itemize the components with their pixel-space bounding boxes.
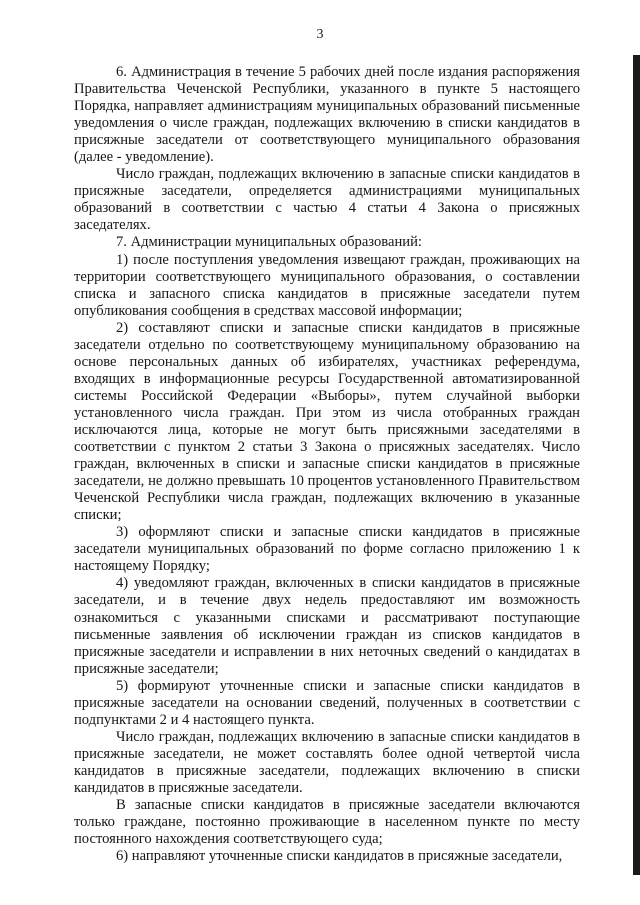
document-body — [74, 64, 580, 865]
paragraph-subitem-4: 4) уведомляют граждан, включенных в списки кандидатов в присяжные заседатели, и в течение двух недель предоставляют им возможность ознакомиться с указанными списками и рассматривают поступающие письменные заявления об исключении граждан из списков кандидатов в присяжные заседатели и исправлении в них неточных сведений о кандидатах в присяжные заседатели; — [74, 575, 580, 677]
paragraph-subitem-1: 1) после поступления уведомления извещают граждан, проживающих на территории соответствующего муниципального образования, о составлении списка и запасного списка кандидатов в присяжные заседатели путем опубликования сообщения в средствах массовой информации; — [74, 251, 580, 319]
paragraph-subitem-6: 6) направляют уточненные списки кандидатов в присяжные заседатели, — [116, 848, 563, 865]
paragraph-item-7-heading: 7. Администрации муниципальных образований: — [116, 234, 422, 251]
paragraph-subitem-5: 5) формируют уточненные списки и запасные списки кандидатов в присяжные заседатели на основании сведений, полученных в соответствии с подпунктами 2 и 4 настоящего пункта. — [74, 677, 580, 728]
paragraph-subitem-2: 2) составляют списки и запасные списки кандидатов в присяжные заседатели отдельно по соответствующему муниципальному образованию на основе персональных данных об избирателях, участниках референдума, входящих в информационные ресурсы Государственной автоматизированной системы Российской Федерации «Выборы», путем случайной выборки установленного числа граждан. При этом из числа отобранных граждан исключаются лица, которые не могут быть присяжными заседателями в соответствии с пунктом 2 статьи 3 Закона о присяжных заседателях. Число граждан, включенных в списки и запасные списки кандидатов в присяжные заседатели, не должно превышать 10 процентов установленного Правительством Чеченской Республики числа граждан, подлежащих включению в указанные списки; — [74, 319, 580, 524]
page-number: 3 — [316, 27, 324, 42]
paragraph-item-6: 6. Администрация в течение 5 рабочих дней после издания распоряжения Правительства Чеченской Республики, указанного в пункте 5 настоящего Порядка, направляет администрациям муниципальных образований письменные уведомления о числе граждан, подлежащих включению в списки кандидатов в присяжные заседатели от соответствующего муниципального образования (далее - уведомление). — [74, 64, 580, 166]
paragraph-reserve-residents: В запасные списки кандидатов в присяжные заседатели включаются только граждане, постоянно проживающие в населенном пункте по месту постоянного нахождения соответствующего суда; — [74, 797, 580, 848]
paragraph-reserve-count: Число граждан, подлежащих включению в запасные списки кандидатов в присяжные заседатели, определяется администрациями муниципальных образований в соответствии с частью 4 статьи 4 Закона о присяжных заседателях. — [74, 166, 580, 234]
scan-edge-shadow — [633, 55, 640, 875]
paragraph-subitem-3: 3) оформляют списки и запасные списки кандидатов в присяжные заседатели муниципальных образований по форме согласно приложению 1 к настоящему Порядку; — [74, 524, 580, 575]
paragraph-reserve-limit: Число граждан, подлежащих включению в запасные списки кандидатов в присяжные заседатели, не может составлять более одной четвертой числа кандидатов в присяжные заседатели, подлежащих включению в списки кандидатов в присяжные заседатели. — [74, 728, 580, 796]
